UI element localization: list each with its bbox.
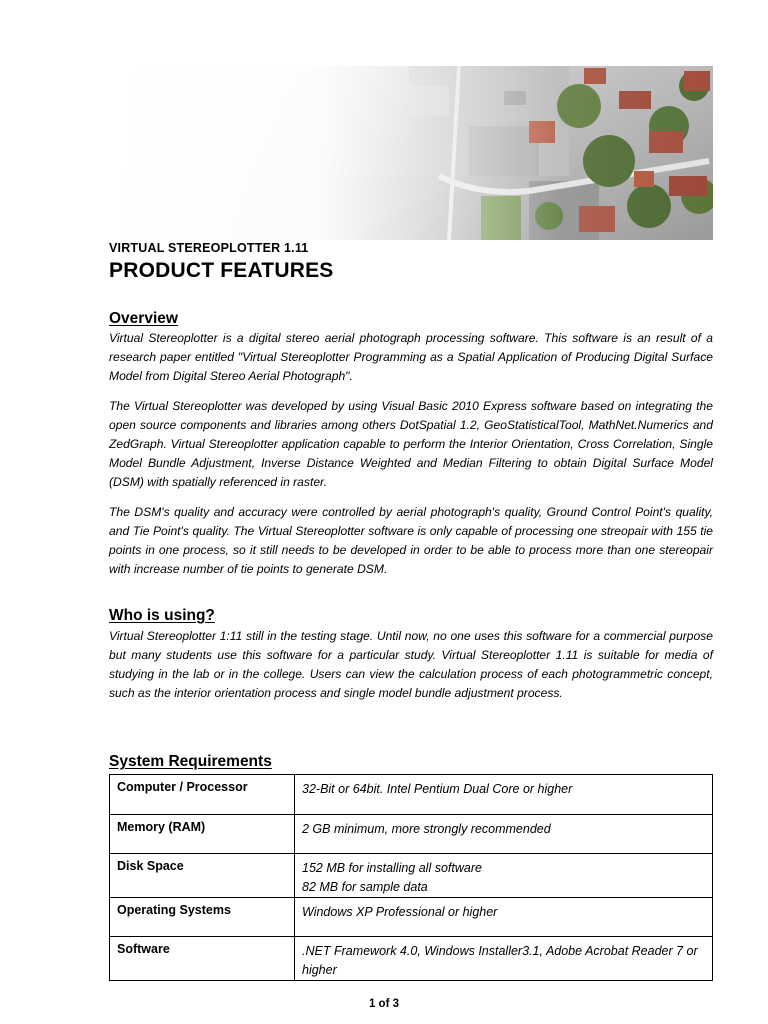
- requirement-value-line: 82 MB for sample data: [302, 880, 428, 894]
- requirement-value: [295, 854, 713, 898]
- document-title: PRODUCT FEATURES: [109, 259, 334, 282]
- requirement-label: Computer / Processor: [110, 775, 295, 815]
- header-aerial-photo: [109, 66, 713, 240]
- system-requirements-heading: System Requirements: [109, 753, 272, 770]
- table-row: [110, 815, 713, 854]
- requirement-label: Memory (RAM): [110, 815, 295, 854]
- requirement-value: [295, 815, 713, 854]
- requirement-value: [295, 937, 713, 981]
- overview-heading: Overview: [109, 310, 178, 327]
- overview-paragraph-1: Virtual Stereoplotter is a digital stereo aerial photograph processing software. This software is an result of a research paper entitled "Virtual Stereoplotter Programming as a Spatial Application of Producing Digital Surface Model from Digital Stereo Aerial Photograph".: [109, 331, 713, 383]
- requirement-label: Operating Systems: [110, 898, 295, 937]
- who-is-using-heading: Who is using?: [109, 607, 215, 624]
- requirement-label: Disk Space: [110, 854, 295, 898]
- who-is-using-paragraph: Virtual Stereoplotter 1:11 still in the testing stage. Until now, no one uses this software for a commercial purpose but many students use this software for a particular study. Virtual Stereoplotter 1.11 is suitable for media of studying in the lab or in the college. Users can view the calculation process of each photogrammetric concept, such as the interior orientation process and single model bundle adjustment process.: [109, 629, 713, 700]
- requirement-value: [295, 898, 713, 937]
- overview-paragraph-3: The DSM's quality and accuracy were controlled by aerial photograph's quality, Ground Control Point's quality, and Tie Point's quality. The Virtual Stereoplotter software is only capable of processing one streopair with 155 tie points in one process, so it still needs to be developed in order to be able to process more than one stereopair with increase number of tie points to generate DSM.: [109, 505, 713, 576]
- overview-paragraph-2: The Virtual Stereoplotter was developed by using Visual Basic 2010 Express software based on integrating the open source components and libraries among others DotSpatial 1.2, GeoStatisticalTool, MathNet.Numerics and ZedGraph. Virtual Stereoplotter application capable to perform the Interior Orientation, Cross Correlation, Single Model Bundle Adjustment, Inverse Distance Weighted and Median Filtering to obtain Digital Surface Model (DSM) with spatially referenced in raster.: [109, 399, 713, 489]
- table-row: [110, 854, 713, 898]
- requirement-value: [295, 775, 713, 815]
- page-number: 1 of 3: [368, 998, 400, 1010]
- table-row: [110, 775, 713, 815]
- system-requirements-table: [109, 774, 713, 981]
- table-row: [110, 937, 713, 981]
- requirement-value-line: 32-Bit or 64bit. Intel Pentium Dual Core or higher: [302, 782, 573, 796]
- requirement-label: Software: [110, 937, 295, 981]
- requirement-value-line: .NET Framework 4.0, Windows Installer3.1, Adobe Acrobat Reader 7 or higher: [302, 944, 698, 977]
- requirement-value-line: 2 GB minimum, more strongly recommended: [302, 822, 551, 836]
- document-subtitle: VIRTUAL STEREOPLOTTER 1.11: [109, 241, 309, 255]
- requirement-value-line: 152 MB for installing all software: [302, 861, 482, 875]
- requirement-value-line: Windows XP Professional or higher: [302, 905, 498, 919]
- table-row: [110, 898, 713, 937]
